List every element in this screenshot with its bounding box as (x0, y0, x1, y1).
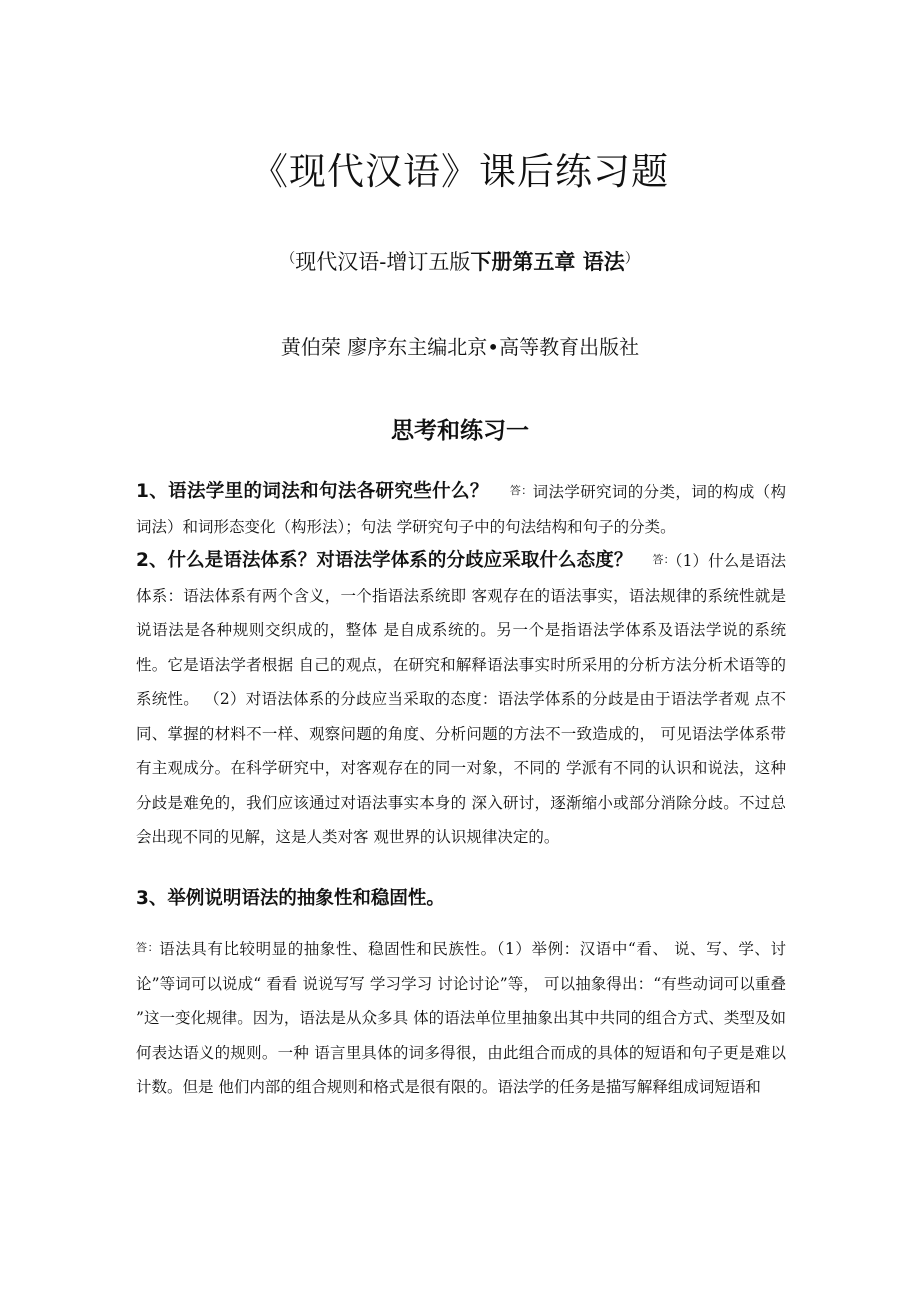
authors-line: 黄伯荣 廖序东主编北京•高等教育出版社 (280, 335, 640, 359)
section-title: 思考和练习一 (391, 417, 529, 444)
answer-2-text: （1）什么是语法体系：语法体系有两个含义，一个指语法系统即 客观存在的语法事实，语法规律的系统性就是说语法是各种规则交织成的，整体 是自成系统的。另一个是指语法学体系及语法学说的系统性。它是语法学者根据 自己的观点，在研究和解释语法事实时所采用的分析方法分析术语等的系统性。 （2）对语法体系的分歧应当采取的态度：语法学体系的分歧是由于语法学者观 点不同、掌握的材料不一样、观察问题的角度、分析问题的方法不一致造成的， 可见语法学体系带有主观成分。在科学研究中，对客观存在的同一对象，不同的 学派有不同的认识和说法，这种分歧是难免的，我们应该通过对语法事实本身的 深入研讨，逐渐缩小或部分消除分歧。不过总会出现不同的见解，这是人类对客 观世界的认识规律决定的。 (136, 552, 787, 846)
question-2: 2、什么是语法体系？对语法学体系的分歧应采取什么态度？ (136, 550, 633, 571)
question-1: 1、语法学里的词法和句法各研究些什么？ (136, 481, 489, 502)
question-1-block (136, 474, 786, 544)
page-subtitle (0, 243, 920, 278)
page-title: 《现代汉语》课后练习题 (251, 150, 669, 193)
question-3: 3、举例说明语法的抽象性和稳固性。 (136, 888, 445, 909)
answer-1-label: 答： (509, 484, 533, 497)
question-2-block (136, 543, 786, 855)
answer-3-text: 语法具有比较明显的抽象性、稳固性和民族性。（1）举例：汉语中“看、 说、写、学、讨论”等词可以说成“ 看看 说说写写 学习学习 讨论讨论”等， 可以抽象得出：“有些动词可以重叠 ”这一变化规律。因为，语法是从众多具 体的语法单位里抽象出其中共同的组合方式、类型及如何表达语义的规则。一种 语言里具体的词多得很，由此组合而成的具体的短语和句子更是难以计数。但是 他们内部的组合规则和格式是很有限的。语法学的任务是描写解释组成词短语和 (136, 940, 787, 1096)
subtitle-close-paren: ） (624, 251, 639, 267)
answer-2-label: 答： (652, 553, 675, 566)
subtitle-chapter: 下册第五章 语法 (470, 250, 625, 274)
answer-3-label: 答： (136, 941, 160, 954)
answer-1-text: 词法学研究词的分类，词的构成（构词法）和词形态变化（构形法）；句法 学研究句子中的句法结构和句子的分类。 (136, 483, 787, 536)
subtitle-open-paren: （ (281, 251, 296, 267)
question-3-answer-block (136, 931, 786, 1105)
subtitle-edition: 现代汉语-增订五版 (295, 250, 471, 274)
